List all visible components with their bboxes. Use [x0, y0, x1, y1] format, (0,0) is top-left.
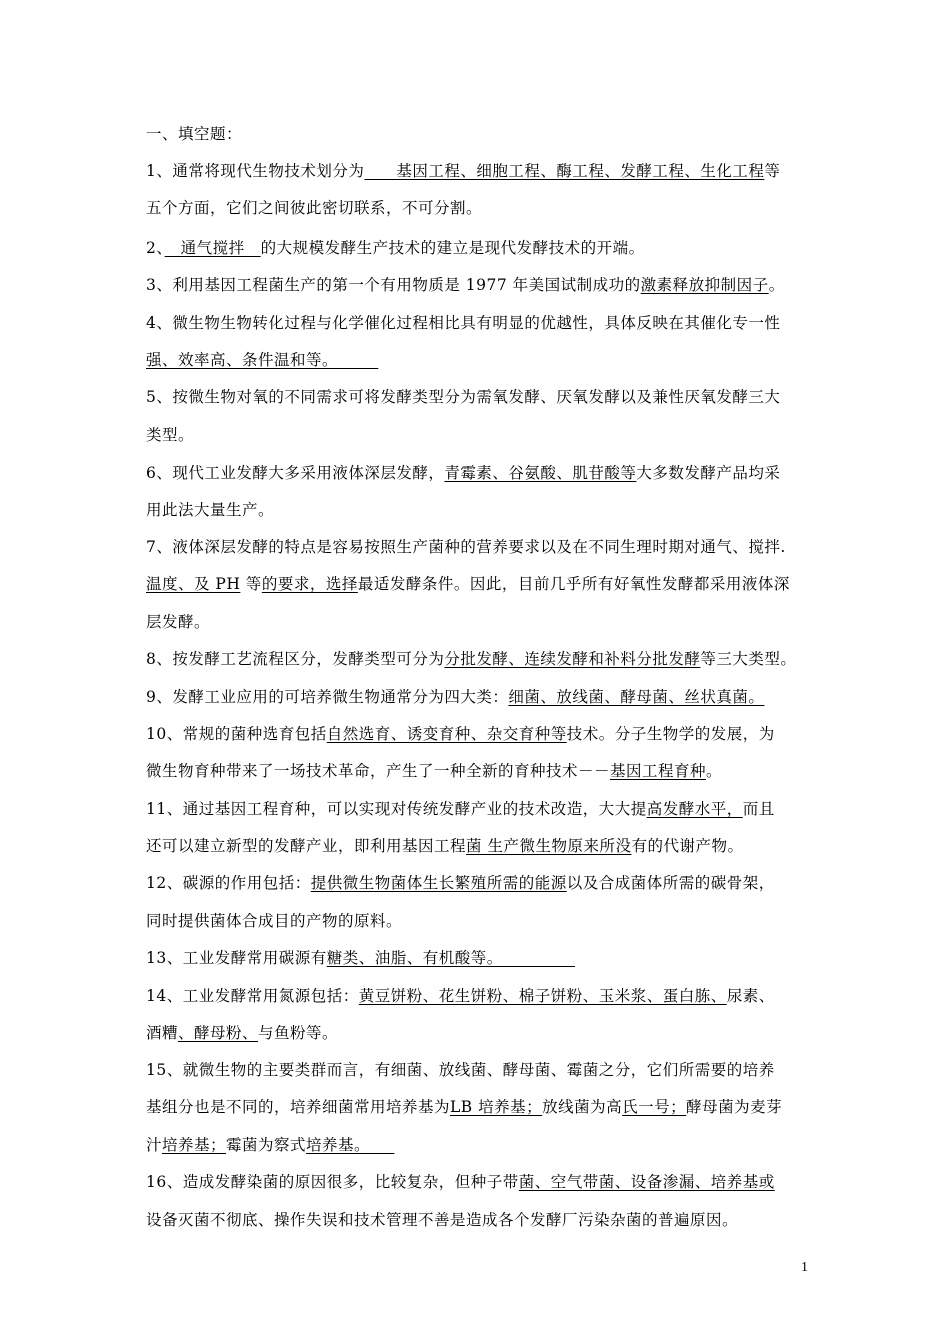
- text-line: [146, 836, 743, 856]
- question-text: 基组分也是不同的，培养细菌常用培养基为: [146, 1098, 451, 1116]
- question-text: 同时提供菌体合成目的产物的原料。: [146, 912, 403, 930]
- answer-blank: 通气搅拌: [164, 239, 261, 257]
- text-line: [146, 799, 775, 819]
- question-text: 4、微生物生物转化过程与化学催化过程相比具有明显的优越性，具体反映在其催化专一性: [146, 314, 781, 332]
- answer-blank: 温度、及 PH: [146, 575, 241, 593]
- text-line: [146, 761, 722, 781]
- answer-blank: 细菌、放线菌、酵母菌、丝状真菌。: [508, 688, 765, 706]
- text-line: [146, 612, 210, 632]
- question-text: 酒糟: [146, 1024, 179, 1042]
- answer-blank: 、酵母粉、: [178, 1024, 259, 1042]
- question-text: 大多数发酵产品均采: [636, 464, 781, 482]
- question-text: 等: [240, 575, 262, 593]
- answer-blank: 青霉素、谷氨酸、肌苷酸等: [444, 464, 637, 482]
- answer-blank: 培养基。: [306, 1136, 395, 1154]
- question-text: 五个方面，它们之间彼此密切联系，不可分割。: [146, 199, 483, 217]
- question-text: 16、造成发酵染菌的原因很多，比较复杂，但种子带: [146, 1173, 519, 1191]
- answer-blank: 基因工程育种: [610, 762, 707, 780]
- question-text: 放线菌为高: [542, 1098, 623, 1116]
- question-text: 还可以建立新型的发酵产业，即利用基因工程: [146, 837, 467, 855]
- answer-blank: 氏一号；: [622, 1098, 687, 1116]
- text-line: [146, 1172, 775, 1192]
- question-text: 7、液体深层发酵的特点是容易按照生产菌种的营养要求以及在不同生理时期对通气、搅拌.: [146, 538, 786, 556]
- text-line: [146, 687, 764, 707]
- question-text: 用此法大量生产。: [146, 501, 275, 519]
- text-line: [146, 1097, 782, 1117]
- question-text: 1、通常将现代生物技术划分为: [146, 162, 365, 180]
- answer-blank: 基因工程、细胞工程、酶工程、发酵工程、生化工程: [364, 162, 765, 180]
- text-line: [146, 463, 780, 483]
- answer-blank: 糖类、油脂、有机酸等。: [326, 949, 575, 967]
- text-line: [146, 161, 780, 181]
- text-line: [146, 948, 575, 968]
- question-text: 6、现代工业发酵大多采用液体深层发酵，: [146, 464, 445, 482]
- answer-blank: 分批发酵、连续发酵和补料分批发酵: [444, 650, 701, 668]
- answer-blank: 菌、空气带菌、设备渗漏、培养基或: [518, 1173, 775, 1191]
- question-text: 。: [768, 276, 785, 294]
- text-line: [146, 724, 775, 744]
- question-text: 微生物育种带来了一场技术革命，产生了一种全新的育种技术－－: [146, 762, 611, 780]
- text-line: [146, 574, 790, 594]
- answer-blank: 强、效率高、条件温和等。: [146, 351, 379, 369]
- question-text: 8、按发酵工艺流程区分，发酵类型可分为: [146, 650, 445, 668]
- text-line: [146, 986, 775, 1006]
- answer-blank: 自然选育、诱变育种、杂交育种等: [326, 725, 567, 743]
- question-text: 15、就微生物的主要类群而言，有细菌、放线菌、酵母菌、霉菌之分，它们所需要的培养: [146, 1061, 775, 1079]
- question-text: 最适发酵条件。因此，目前几乎所有好氧性发酵都采用液体深: [357, 575, 790, 593]
- question-text: 以及合成菌体所需的碳骨架，: [566, 874, 775, 892]
- text-line: [146, 873, 775, 893]
- question-text: 等三大类型。: [700, 650, 797, 668]
- question-text: 霉菌为察式: [226, 1136, 307, 1154]
- question-text: 5、按微生物对氧的不同需求可将发酵类型分为需氧发酵、厌氧发酵以及兼性厌氧发酵三大: [146, 388, 781, 406]
- question-text: 14、工业发酵常用氮源包括：: [146, 987, 359, 1005]
- question-text: 12、碳源的作用包括：: [146, 874, 311, 892]
- section-heading: 一、填空题：: [146, 125, 243, 143]
- question-text: 尿素、: [726, 987, 775, 1005]
- text-line: [146, 911, 402, 931]
- question-text: 10、常规的菌种选育包括: [146, 725, 327, 743]
- question-text: 。: [706, 762, 723, 780]
- question-text: 9、发酵工业应用的可培养微生物通常分为四大类：: [146, 688, 509, 706]
- text-line: [146, 350, 378, 370]
- question-text: 3、利用基因工程菌生产的第一个有用物质是 1977 年美国试制成功的: [146, 276, 641, 294]
- page-number: 1: [801, 1260, 808, 1275]
- question-text: 而且: [742, 800, 775, 818]
- text-line: [146, 198, 482, 218]
- answer-blank: 激素释放抑制因子: [640, 276, 769, 294]
- question-text: 酵母菌为麦芽: [686, 1098, 783, 1116]
- text-line: [146, 1135, 394, 1155]
- question-text: 2、: [146, 239, 165, 257]
- question-text: 技术。分子生物学的发展，为: [566, 725, 775, 743]
- question-text: 11、通过基因工程育种，可以实现对传统发酵产业的技术改造，大大提: [146, 800, 647, 818]
- answer-blank: 培养基；: [162, 1136, 227, 1154]
- text-line: [146, 1060, 775, 1080]
- answer-blank: LB 培养基；: [450, 1098, 543, 1116]
- question-text: 13、工业发酵常用碳源有: [146, 949, 327, 967]
- answer-blank: 提供微生物菌体生长繁殖所需的能源: [310, 874, 567, 892]
- text-line: [146, 313, 780, 333]
- text-line: [146, 425, 194, 445]
- question-text: 设备灭菌不彻底、操作失误和技术管理不善是造成各个发酵厂污染杂菌的普遍原因。: [146, 1211, 739, 1229]
- answer-blank: 菌 生产微生物原来所没: [466, 837, 632, 855]
- text-line: [146, 537, 786, 557]
- question-text: 类型。: [146, 426, 195, 444]
- answer-blank: 的要求，选择: [261, 575, 358, 593]
- text-line: [146, 387, 780, 407]
- text-line: [146, 238, 645, 258]
- answer-blank: 高发酵水平，: [646, 800, 743, 818]
- text-line: [146, 275, 785, 295]
- text-line: [146, 500, 274, 520]
- text-line: [146, 649, 796, 669]
- question-text: 的大规模发酵生产技术的建立是现代发酵技术的开端。: [260, 239, 645, 257]
- text-line: [146, 1023, 338, 1043]
- question-text: 与鱼粉等。: [258, 1024, 339, 1042]
- question-text: 等: [764, 162, 781, 180]
- answer-blank: 黄豆饼粉、花生饼粉、棉子饼粉、玉米浆、蛋白胨、: [358, 987, 727, 1005]
- text-line: [146, 1210, 738, 1230]
- question-text: 有的代谢产物。: [631, 837, 744, 855]
- question-text: 层发酵。: [146, 613, 211, 631]
- question-text: 汁: [146, 1136, 163, 1154]
